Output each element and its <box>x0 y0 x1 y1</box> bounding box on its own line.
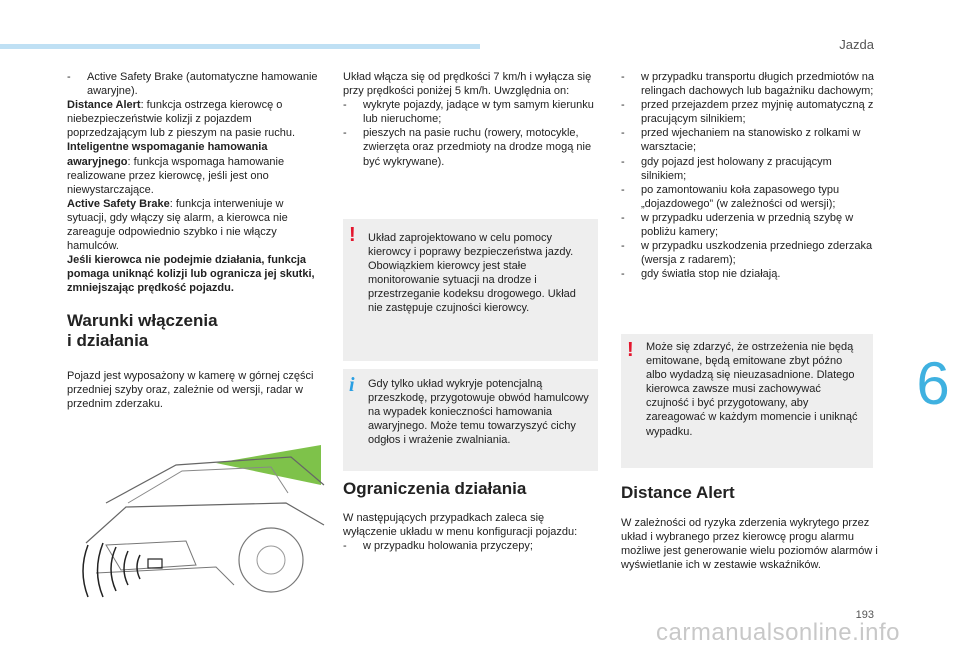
radar-wave <box>83 545 88 597</box>
car-camera-illustration <box>66 445 326 605</box>
radar-wave <box>124 551 128 585</box>
front-radar <box>148 559 162 568</box>
warning-icon: ! <box>349 224 356 246</box>
section-title: Jazda <box>839 37 874 52</box>
info-icon: i <box>349 374 355 396</box>
section-heading: Distance Alert <box>621 483 735 502</box>
radar-wave <box>98 543 104 597</box>
warning-text: Układ zaprojektowano w celu pomocy kierowcy i poprawy bezpieczeństwa jazdy. Obowiązkiem kierowcy jest stałe monitorowanie sytuacji na drodze i przestrzeganie kodeksu drogowego. Układ nie zastępuje czujności kierowcy. <box>368 232 576 315</box>
list-item: - w przypadku transportu długich przedmiotów na relingach dachowych lub bagażniku dachowym; <box>621 70 879 98</box>
radar-wave <box>111 547 116 591</box>
column-1 <box>67 70 325 411</box>
paragraph <box>67 140 325 196</box>
term: Distance Alert <box>67 99 141 112</box>
paragraph <box>67 197 325 253</box>
page-number: 193 <box>855 609 874 621</box>
warning-text: Może się zdarzyć, że ostrzeżenia nie będą emitowane, będą emitowane zbyt późno albo wydadzą się nieuzasadnione. Dlatego kierowca zawsze musi zachowywać czujność i być przygotowany, aby zareagować w każdym momencie i uniknąć wypadku. <box>646 341 858 438</box>
section-heading: Ograniczenia działania <box>343 479 527 498</box>
info-text: Gdy tylko układ wykryje potencjalną przeszkodę, przygotowuje obwód hamulcowy na wypadek konieczności hamowania awaryjnego. Może temu towarzyszyć cichy odgłos i wrażenie zwalniania. <box>368 378 589 447</box>
term: Active Safety Brake <box>67 197 170 210</box>
radar-wave <box>137 555 140 579</box>
definition: : funkcja interweniuje w sytuacji, gdy włączy się alarm, a kierowca nie zareaguje odpowiednio szybko i nie włączy hamulców. <box>67 197 288 253</box>
column-2-bottom <box>343 511 601 553</box>
car-hood <box>86 503 324 543</box>
emphasis-paragraph: Jeśli kierowca nie podejmie działania, funkcja pomaga uniknąć kolizji lub ogranicza jej skutki, zmniejszając prędkość pojazdu. <box>67 254 315 295</box>
chapter-number: 6 <box>916 349 950 417</box>
heading-line: Warunki włączenia <box>67 310 218 330</box>
car-wheel-hub <box>257 546 285 574</box>
list-item: - przed przejazdem przez myjnię automatyczną z pracującym silnikiem; <box>621 98 879 126</box>
car-wheel <box>239 528 303 592</box>
section-heading <box>67 311 325 351</box>
column-3 <box>621 70 879 281</box>
list-item: - w przypadku holowania przyczepy; <box>343 539 601 553</box>
list-item: - po zamontowaniu koła zapasowego typu „dojazdowego” (w zależności od wersji); <box>621 183 879 211</box>
list-item <box>67 70 325 98</box>
list-item: - wykryte pojazdy, jadące w tym samym kierunku lub nieruchome; <box>343 98 601 126</box>
definition: : funkcja wspomaga hamowanie realizowane przez kierowcę, jeśli jest ono niewystarczające. <box>67 155 285 196</box>
list-item: - przed wjechaniem na stanowisko z rolkami w warsztacie; <box>621 126 879 154</box>
list-item: - w przypadku uszkodzenia przedniego zderzaka (wersja z radarem); <box>621 239 879 267</box>
list-item-text: Active Safety Brake (automatyczne hamowanie awaryjne). <box>87 71 318 98</box>
paragraph: Układ włącza się od prędkości 7 km/h i wyłącza się przy prędkości poniżej 5 km/h. Uwzględnia on: <box>343 71 592 98</box>
paragraph: W zależności od ryzyka zderzenia wykrytego przez układ i wybranego przez kierowcę progu alarmu możliwe jest generowanie wielu poziomów alarmów i wyświetlanie ich w zestawie wskaźników. <box>621 517 878 572</box>
watermark: carmanualsonline.info <box>656 619 900 646</box>
info-box <box>343 369 598 471</box>
definition: : funkcja ostrzega kierowcę o niebezpieczeństwie kolizji z pojazdem poprzedzającym lub z pieszym na pasie ruchu. <box>67 99 296 140</box>
list-item: - gdy światła stop nie działają. <box>621 267 879 281</box>
column-2 <box>343 70 601 169</box>
car-bumper <box>96 567 234 585</box>
column-3-bottom <box>621 516 879 572</box>
paragraph <box>67 98 325 140</box>
paragraph: Pojazd jest wyposażony w kamerę w górnej części przedniej szyby oraz, zależnie od wersji, radar w przednim zderzaku. <box>67 369 314 410</box>
warning-box <box>343 219 598 361</box>
paragraph: W następujących przypadkach zaleca się wyłączenie układu w menu konfiguracji pojazdu: <box>343 512 578 539</box>
warning-icon: ! <box>627 339 634 361</box>
car-grille <box>106 541 196 570</box>
list-item: - pieszych na pasie ruchu (rowery, motocykle, zwierzęta oraz przedmioty na drodze mogą nie być wykrywane). <box>343 126 601 168</box>
camera-beam <box>216 445 321 485</box>
warning-box <box>621 334 873 468</box>
heading-line: i działania <box>67 330 149 350</box>
list-item: - gdy pojazd jest holowany z pracującym silnikiem; <box>621 155 879 183</box>
list-item: - w przypadku uderzenia w przednią szybę w pobliżu kamery; <box>621 211 879 239</box>
term: Inteligentne wspomaganie hamowania awaryjnego <box>67 141 268 168</box>
header-bar <box>0 44 480 49</box>
